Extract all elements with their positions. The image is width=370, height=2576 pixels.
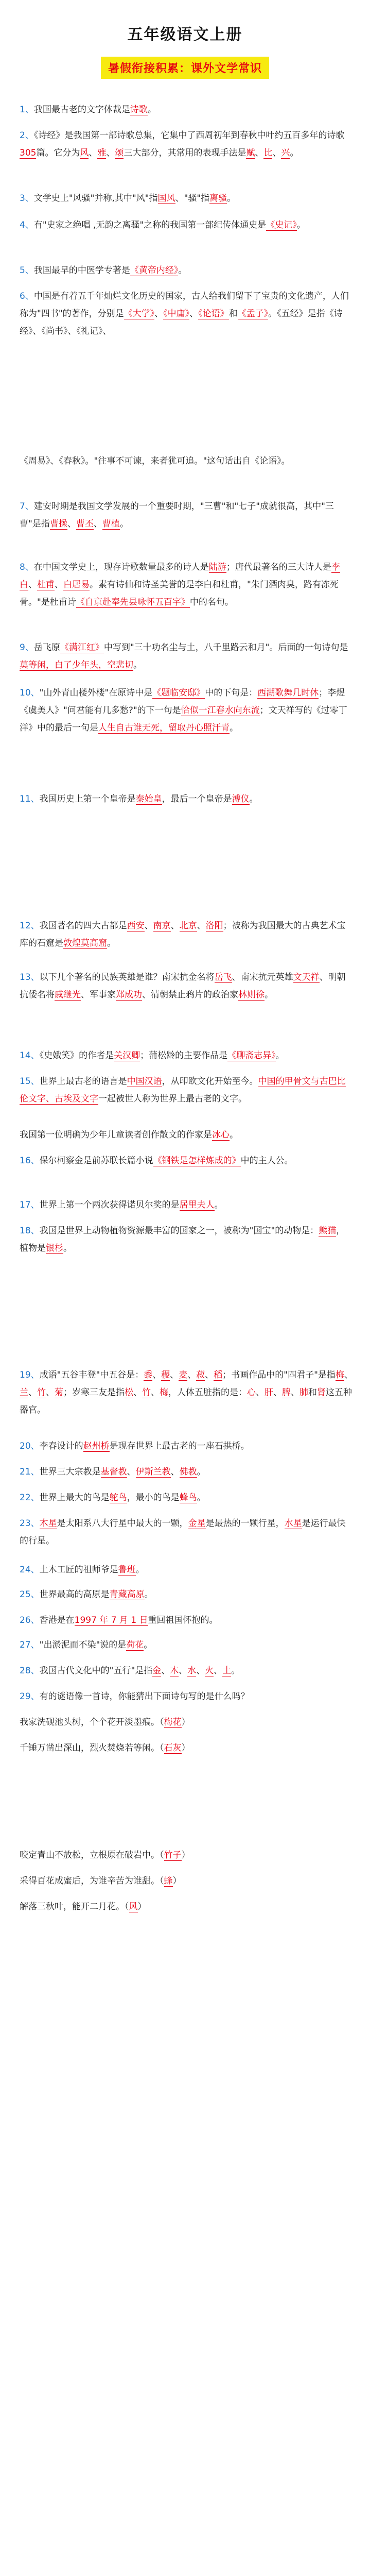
riddle-4: 采得百花成蜜后，为谁辛苦为谁甜。（蜂） [20,1876,182,1886]
answer: 颂 [115,148,124,158]
answer: 北京 [179,921,197,931]
item-21: 21、世界三大宗教是基督教、伊斯兰教、佛教。 [20,1467,206,1477]
answer: 金星 [188,1518,206,1529]
answer: 菽 [196,1370,205,1380]
item-3: 3、文学史上"风骚"并称,其中"风"指国风、"骚"指离骚。 [20,193,236,204]
item-number: 25、 [20,1589,40,1600]
item-7: 7、建安时期是我国文学发展的一个重要时期，"三曹"和"七子"成就很高，其中"三曹"是指曹操、曹丕、曹植。 [20,501,334,529]
answer: 《论语》 [198,309,229,319]
answer: 竹 [37,1387,46,1398]
answer: 《题临安邸》 [152,688,205,698]
answer: 中国汉语 [127,1076,162,1087]
answer: 鲁班 [118,1565,136,1575]
item-6: 6、中国是有着五千年灿烂文化历史的国家，古人给我们留下了宝贵的文化遗产，人们称为"四书"的著作，分别是《大学》、《中庸》、《论语》和《孟子》。《五经》是指《诗经》、《尚书》、《礼记》、 [20,291,349,336]
item-number: 20、 [20,1441,40,1451]
answer: 麦 [179,1370,188,1380]
answer: 《黄帝内经》 [130,265,179,276]
item-number: 2、 [20,130,34,141]
answer: 《孟子》 [237,309,269,319]
answer: 熊猫 [319,1226,337,1236]
item-number: 18、 [20,1226,40,1236]
answer: 洛阳 [205,921,223,931]
page-title: 五年级语文上册 [127,26,243,44]
answer: 比 [263,148,273,158]
item-15: 15、世界上最古老的语言是中国汉语，从印欧文化开始至今。中国的甲骨文与古巴比伦文字、古埃及文字一起被世人称为世界上最古老的文字。 [20,1076,346,1104]
item-number: 12、 [20,921,40,931]
answer: 李白 [20,562,340,590]
answer: 莫等闲，白了少年头，空悲切 [20,660,133,670]
answer: 305 [20,148,37,158]
answer: 陆游 [208,562,226,572]
answer: 《钢铁是怎样炼成的》 [153,1156,241,1166]
answer: 曹操 [49,519,67,529]
answer: 青藏高原 [109,1589,145,1600]
item-number: 1、 [20,105,34,115]
item-27: 27、"出淤泥而不染"说的是荷花。 [20,1640,153,1650]
answer: 郑成功 [116,990,142,1000]
item-2: 2、《诗经》是我国第一部诗歌总集，它集中了西周初年到春秋中叶约五百多年的诗歌305篇。它分为风、雅、颂三大部分，其常用的表现手法是赋、比、兴。 [20,130,345,158]
item-number: 17、 [20,1200,40,1210]
item-number: 28、 [20,1666,40,1676]
answer: 南京 [153,921,171,931]
answer: 冰心 [212,1130,230,1140]
riddle-answer: 梅花 [164,1717,182,1727]
answer: 黍 [144,1370,153,1380]
answer: 伊斯兰教 [135,1467,171,1477]
answer: 水星 [284,1518,302,1529]
answer: 国风 [157,193,175,204]
item-number: 10、 [20,688,40,698]
answer: 恰似一江春水向东流 [181,705,260,716]
answer: 银杉 [46,1243,63,1253]
item-4: 4、有"史家之绝唱 ,无韵之离骚"之称的我国第一部纪传体通史是《史记》。 [20,220,306,230]
item-number: 26、 [20,1615,40,1625]
item-number: 5、 [20,265,34,276]
item-16: 16、保尔柯察金是前苏联长篇小说《钢铁是怎样炼成的》中的主人公。 [20,1156,293,1166]
answer: 梅 [160,1387,168,1398]
answer: 中国的甲骨文与古巴比伦文字、古埃及文字 [20,1076,346,1104]
answer: 西湖歌舞几时休 [257,688,319,698]
item-5: 5、我国最早的中医学专著是《黄帝内经》。 [20,265,187,276]
answer: 风 [80,148,89,158]
item-number: 11、 [20,794,40,804]
answer: 戚继光 [55,990,81,1000]
riddle-answer: 蜂 [164,1876,173,1886]
answer: 木星 [39,1518,57,1529]
answer: 诗歌 [130,105,148,115]
subtitle-wrap [0,57,370,79]
answer: 土 [222,1666,232,1676]
item-number: 9、 [20,642,34,653]
answer: 火 [205,1666,214,1676]
riddle-5: 解落三秋叶，能开二月花。（风） [20,1902,147,1912]
item-25: 25、世界最高的高原是青藏高原。 [20,1589,153,1600]
item-number: 4、 [20,220,34,230]
item-number: 19、 [20,1370,40,1380]
answer: 曹植 [102,519,120,529]
answer: 荷花 [126,1640,144,1650]
riddle-answer: 竹子 [164,1850,182,1860]
answer: 文天祥 [293,972,320,982]
answer: 金 [152,1666,162,1676]
answer: 蜂鸟 [179,1493,197,1503]
answer: 《聊斋志异》 [227,1050,276,1061]
answer: 《大学》 [124,309,155,319]
item-number: 16、 [20,1156,40,1166]
item-number: 7、 [20,501,34,512]
item-1: 1、我国最古老的文字体裁是诗歌。 [20,105,156,115]
answer: 秦始皇 [135,794,162,804]
item-10: 10、"山外青山楼外楼"在原诗中是《题临安邸》中的下句是：西湖歌舞几时休；李煜《虞美人》"问君能有几多愁?"的下一句是恰似一江春水向东流；文天祥写的《过零丁洋》中的最后一句是人生自古谁无死，留取丹心照汗青。 [20,688,347,733]
answer: 兰 [20,1387,28,1398]
answer: 西安 [127,921,145,931]
riddle-2: 千锤万凿出深山，烈火焚烧若等闲。（石灰） [20,1743,190,1753]
answer: 心 [247,1387,256,1398]
item-number: 24、 [20,1565,40,1575]
answer: 肺 [299,1387,308,1398]
item-13: 13、以下几个著名的民族英雄是谁？南宋抗金名将岳飞、南宋抗元英雄文天祥、明朝抗倭名将戚继光、军事家郑成功、清朝禁止鸦片的政治家林则徐。 [20,972,346,1000]
item-number: 27、 [20,1640,40,1650]
answer: 1997 年 7 月 1 日 [74,1615,148,1625]
item-number: 3、 [20,193,34,204]
answer: 《自京赴奉先县咏怀五百字》 [76,597,190,607]
item-number: 22、 [20,1493,40,1503]
item-8: 8、在中国文学史上，现存诗歌数量最多的诗人是陆游；唐代最著名的三大诗人是李白、杜甫、白居易。素有诗仙和诗圣美誉的是李白和杜甫，"朱门酒肉臭，路有冻死骨。"是杜甫诗《自京赴奉先县咏怀五百字》中的名句。 [20,562,340,607]
item-17: 17、世界上第一个两次获得诺贝尔奖的是居里夫人。 [20,1200,223,1210]
answer: 赋 [246,148,255,158]
item-number: 13、 [20,972,40,982]
item-26: 26、香港是在1997 年 7 月 1 日重回祖国怀抱的。 [20,1615,218,1625]
answer: 稻 [214,1370,223,1380]
answer: 人生自古谁无死，留取丹心照汗青 [98,723,230,733]
answer: 关汉卿 [114,1050,140,1061]
answer: 菊 [55,1387,63,1398]
item-15b: 我国第一位明确为少年儿童读者创作散文的作家是冰心。 [20,1130,238,1140]
item-number: 23、 [20,1518,40,1529]
answer: 水 [187,1666,197,1676]
riddle-1: 我家洗砚池头树，个个花开淡墨痕。（梅花） [20,1717,190,1727]
answer: 佛教 [179,1467,197,1477]
answer: 岳飞 [214,972,232,982]
item-number: 15、 [20,1076,40,1087]
riddle-answer: 风 [129,1902,138,1912]
item-number: 8、 [20,562,34,572]
item-number: 21、 [20,1467,40,1477]
answer: 《中庸》 [163,309,190,319]
item-29: 29、有的谜语像一首诗，你能猜出下面诗句写的是什么吗？ [20,1691,250,1702]
answer: 白居易 [63,580,90,590]
item-9: 9、岳飞原《满江红》中写到"三十功名尘与土，八千里路云和月"。后面的一句诗句是莫等闲，白了少年头，空悲切。 [20,642,348,670]
item-18: 18、我国是世界上动物植物资源最丰富的国家之一，被称为"国宝"的动物是：熊猫，植物是银杉。 [20,1226,345,1253]
item-6-continued: 《周易》、《春秋》。"往事不可谏，来者犹可追。"这句话出自《论语》。 [20,456,290,466]
answer: 基督教 [100,1467,127,1477]
item-14: 14、《史娥笑》的作者是关汉卿；蒲松龄的主要作品是《聊斋志异》。 [20,1050,285,1061]
item-20: 20、李春设计的赵州桥是现存世界上最古老的一座石拱桥。 [20,1441,250,1451]
answer: 鸵鸟 [109,1493,127,1503]
answer: 《满江红》 [60,642,104,653]
answer: 林则徐 [238,990,265,1000]
item-number: 6、 [20,291,34,301]
answer: 梅 [335,1370,344,1380]
answer: 敦煌莫高窟 [63,938,107,948]
riddle-answer: 石灰 [164,1743,182,1753]
answer: 离骚 [209,193,227,204]
answer: 赵州桥 [83,1441,110,1451]
item-22: 22、世界上最大的鸟是鸵鸟，最小的鸟是蜂鸟。 [20,1493,206,1503]
answer: 竹 [142,1387,151,1398]
item-12: 12、我国著名的四大古都是西安、南京、北京、洛阳；被称为我国最大的古典艺术宝库的石窟是敦煌莫高窟。 [20,921,346,948]
answer: 《史记》 [266,220,297,230]
item-23: 23、木星是太阳系八大行星中最大的一颗，金星是最热的一颗行星，水星是运行最快的行星。 [20,1518,346,1546]
item-24: 24、土木工匠的祖师爷是鲁班。 [20,1565,145,1575]
item-number: 29、 [20,1691,40,1702]
riddle-3: 咬定青山不放松，立根原在破岩中。（竹子） [20,1850,190,1860]
answer: 曹丕 [76,519,94,529]
answer: 溥仪 [232,794,250,804]
answer: 居里夫人 [179,1200,215,1210]
item-number: 14、 [20,1050,40,1061]
answer: 木 [170,1666,179,1676]
answer: 雅 [97,148,107,158]
answer: 兴 [281,148,290,158]
answer: 稷 [161,1370,170,1380]
answer: 松 [125,1387,133,1398]
page-subtitle: 暑假衔接积累：课外文学常识 [101,57,269,79]
answer: 肾 [317,1387,326,1398]
item-11: 11、我国历史上第一个皇帝是秦始皇，最后一个皇帝是溥仪。 [20,794,258,804]
item-19: 19、成语"五谷丰登"中五谷是：黍、稷、麦、菽、稻；书画作品中的"四君子"是指梅、兰、竹、菊；岁寒三友是指松、竹、梅，人体五脏指的是：心、肝、脾、肺和肾这五种器官。 [20,1370,353,1415]
answer: 脾 [282,1387,291,1398]
answer: 杜甫 [37,580,55,590]
item-28: 28、我国古代文化中的"五行"是指金、木、水、火、土。 [20,1666,240,1676]
answer: 肝 [265,1387,273,1398]
